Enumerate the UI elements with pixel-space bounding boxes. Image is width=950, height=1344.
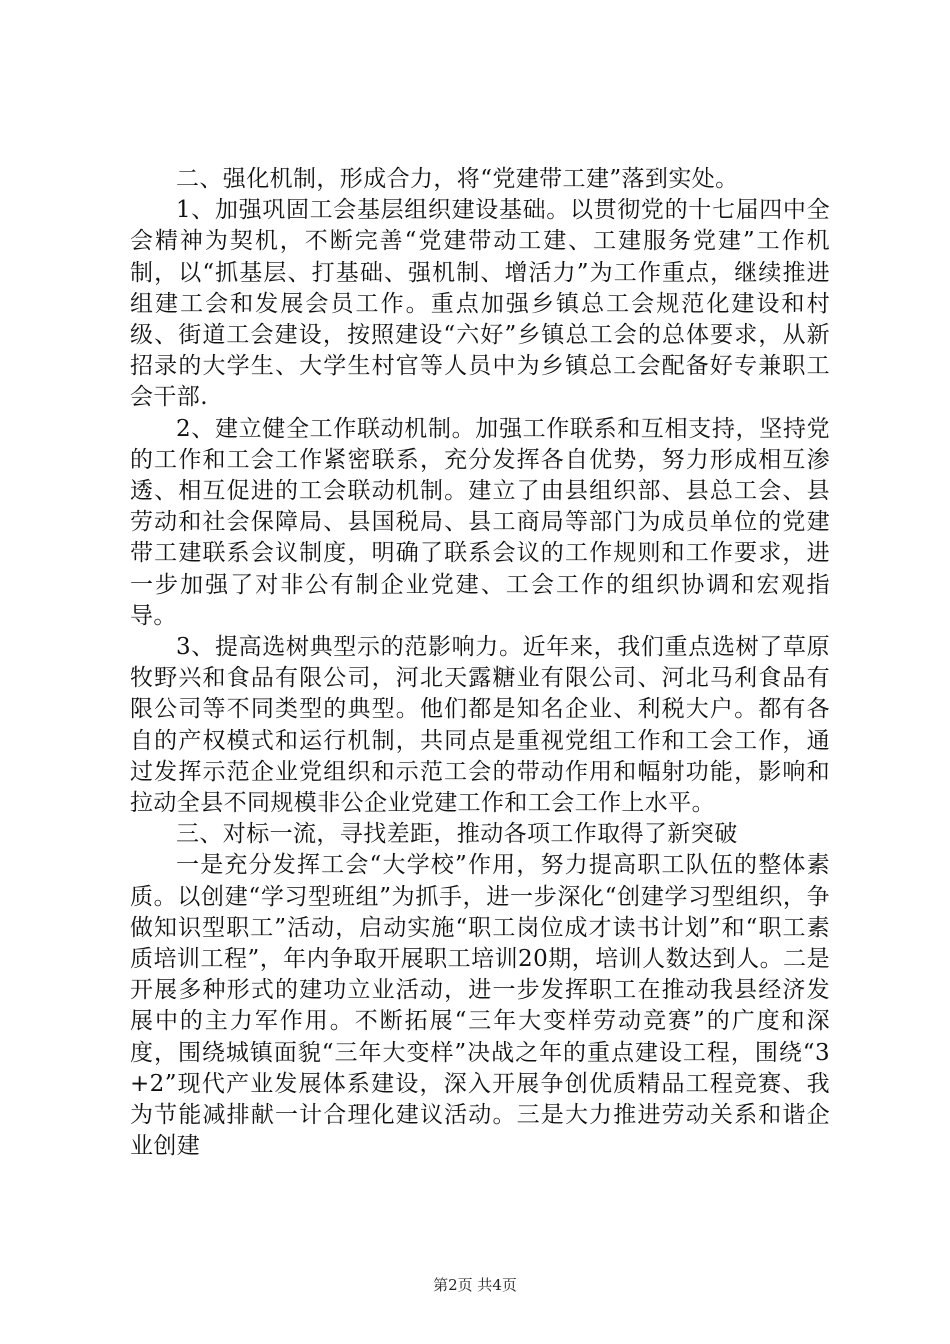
paragraph-item-2: 2、建立健全工作联动机制。加强工作联系和互相支持，坚持党的工作和工会工作紧密联系，充分发挥各自优势，努力形成相互渗透、相互促进的工会联动机制。建立了由县组织部、县总工会、县劳动和社会保障局、县国税局、县工商局等部门为成员单位的党建带工建联系会议制度，明确了联系会议的工作规则和工作要求，进一步加强了对非公有制企业党建、工会工作的组织协调和宏观指导。 (130, 415, 830, 629)
paragraph-item-1: 1、加强巩固工会基层组织建设基础。以贯彻党的十七届四中全会精神为契机，不断完善“党建带动工建、工建服务党建”工作机制，以“抓基层、打基础、强机制、增活力”为工作重点，继续推进组建工会和发展会员工作。重点加强乡镇总工会规范化建设和村级、街道工会建设，按照建设“六好”乡镇总工会的总体要求，从新招录的大学生、大学生村官等人员中为乡镇总工会配备好专兼职工会干部. (130, 197, 830, 411)
heading-section-three: 三、对标一流，寻找差距，推动各项工作取得了新突破 (176, 821, 738, 848)
paragraph-section-three-body: 一是充分发挥工会“大学校”作用，努力提高职工队伍的整体素质。以创建“学习型班组”为抓手，进一步深化“创建学习型组织，争做知识型职工”活动，启动实施“职工岗位成才读书计划”和“职工素质培训工程”，年内争取开展职工培训20期，培训人数达到人。二是开展多种形式的建功立业活动，进一步发挥职工在推动我县经济发展中的主力军作用。不断拓展“三年大变样劳动竞赛”的广度和深度，围绕城镇面貌“三年大变样”决战之年的重点建设工程，围绕“3+2”现代产业发展体系建设，深入开展争创优质精品工程竞赛、我为节能减排献一计合理化建议活动。三是大力推进劳动关系和谐企业创建 (130, 852, 830, 1160)
paragraph-item-3: 3、提高选树典型示的范影响力。近年来，我们重点选树了草原牧野兴和食品有限公司，河北天露糖业有限公司、河北马利食品有限公司等不同类型的典型。他们都是知名企业、利税大户。都有各自的产权模式和运行机制，共同点是重视党组工作和工会工作，通过发挥示范企业党组织和示范工会的带动作用和幅射功能，影响和拉动全县不同规模非公企业党建工作和工会工作上水平。 (130, 634, 830, 817)
document-body (130, 164, 830, 1163)
page-number-footer: 第2页 共4页 (433, 1276, 517, 1294)
heading-section-two: 二、强化机制，形成合力，将“党建带工建”落到实处。 (176, 166, 739, 192)
